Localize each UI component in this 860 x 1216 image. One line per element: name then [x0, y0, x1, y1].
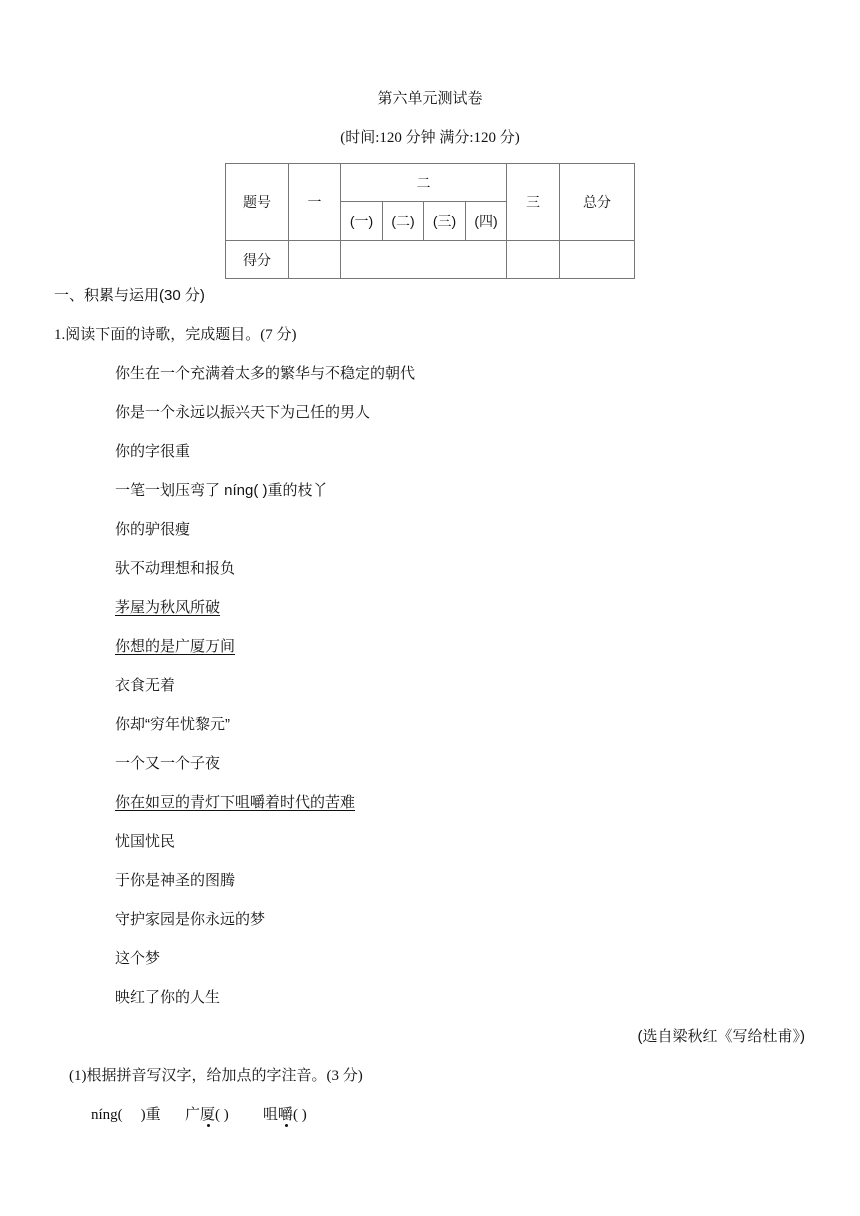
answer-2-blank[interactable]: ( ): [215, 1107, 229, 1123]
poem-line-underlined: 你想的是广厦万间: [115, 638, 236, 655]
answer-item-1: [91, 1105, 161, 1125]
exam-meta: (时间:120 分钟 满分:120 分): [340, 130, 520, 146]
score-table-col-1: 一: [289, 164, 341, 241]
page-title: 第六单元测试卷: [377, 91, 483, 107]
poem-line: 守护家园是你永远的梦: [115, 911, 266, 928]
poem-line: 映红了你的人生: [115, 989, 221, 1006]
score-table-sub-3: (三): [424, 202, 466, 241]
score-table-sub-2: (二): [383, 202, 424, 241]
subquestion-1-prompt: (1)根据拼音写汉字，给加点的字注音。(3 分): [69, 1068, 363, 1084]
poem-line: 衣食无着: [115, 677, 176, 694]
score-cell-2[interactable]: [341, 241, 507, 279]
poem-line: 你是一个永远以振兴天下为己任的男人: [115, 404, 371, 421]
score-table-sub-1: (一): [341, 202, 383, 241]
score-table: [225, 163, 635, 279]
score-table-header-label: 题号: [226, 164, 289, 241]
poem-line: 这个梦: [115, 950, 161, 967]
poem-line-underlined: 你在如豆的青灯下咀嚼着时代的苦难: [115, 794, 356, 811]
poem-line: 一个又一个子夜: [115, 755, 221, 772]
poem-line: 你却“穷年忧黎元”: [115, 716, 230, 733]
poem-line: 你的字很重: [115, 443, 191, 460]
score-table-row-label: 得分: [226, 241, 289, 279]
section-heading: 一、积累与运用(30 分): [54, 287, 205, 304]
answer-1-pinyin: níng(: [91, 1107, 123, 1123]
poem-line: 驮不动理想和报负: [115, 560, 236, 577]
poem-line-underlined: 茅屋为秋风所破: [115, 599, 221, 616]
score-table-sub-4: (四): [466, 202, 507, 241]
answer-item-3: [263, 1105, 307, 1125]
question-1-prompt: 1.阅读下面的诗歌，完成题目。(7 分): [54, 327, 297, 343]
answer-item-2: [185, 1105, 229, 1125]
answer-2-dotted-char: 厦: [200, 1107, 216, 1123]
answer-3-dotted-char: 嚼: [278, 1107, 294, 1123]
poem-line: 于你是神圣的图腾: [115, 872, 236, 889]
score-cell-3[interactable]: [507, 241, 560, 279]
poem-line-with-blank: 一笔一划压弯了 níng( )重的枝丫: [115, 482, 328, 499]
score-table-col-total: 总分: [560, 164, 635, 241]
poem-source: (选自梁秋红《写给杜甫》): [637, 1028, 805, 1045]
score-cell-1[interactable]: [289, 241, 341, 279]
score-table-col-3: 三: [507, 164, 560, 241]
poem-line: 忧国忧民: [115, 833, 176, 850]
answer-3-blank[interactable]: ( ): [293, 1107, 307, 1123]
score-cell-total[interactable]: [560, 241, 635, 279]
poem-line: 你的驴很瘦: [115, 521, 191, 538]
answer-3-char: 咀: [263, 1107, 279, 1123]
answer-2-char: 广: [185, 1107, 201, 1123]
score-table-col-2: 二: [341, 164, 507, 202]
poem-line: 你生在一个充满着太多的繁华与不稳定的朝代: [115, 365, 416, 382]
answer-1-suffix: )重: [140, 1107, 161, 1123]
